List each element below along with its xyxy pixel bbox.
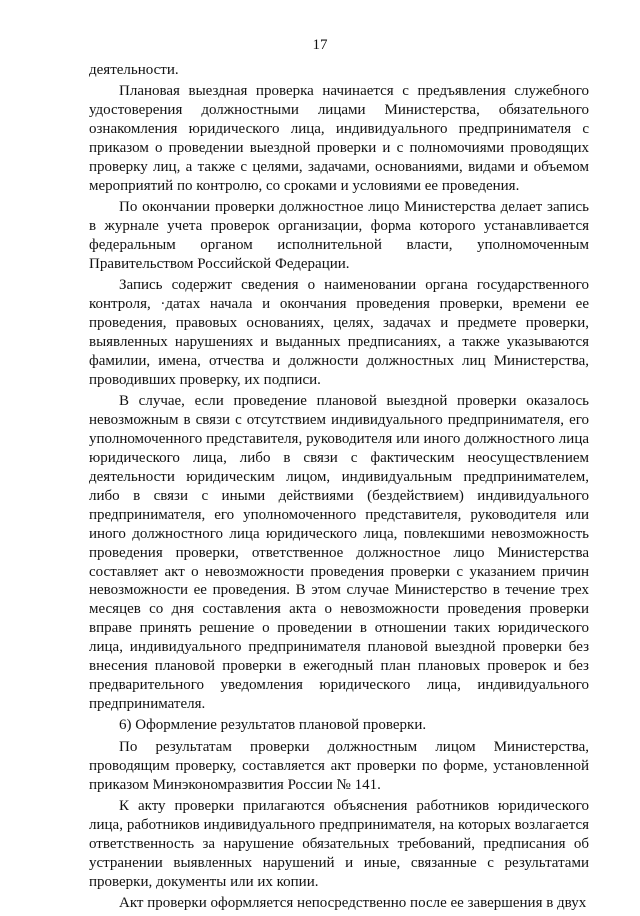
page-number: 17 [312,37,328,53]
paragraph-inspection-start: Плановая выездная проверка начинается с предъявления служебного удостоверения должностными лицами Министерства, обязательного ознакомления юридического лица, индивидуального предпринимателя с приказом о проведении выездной проверки и с полномочиями проводящих проверку лиц, а также с целями, задачами, основаниями, видами и объемом мероприятий по контролю, со сроками и условиями ее проведения. [89,83,589,194]
paragraph-act-attachments: К акту проверки прилагаются объяснения работников юридического лица, работников индивидуального предпринимателя, на которых возлагается ответственность за нарушение обязательных требований, предписания об устранении выявленных нарушений и иные, связанные с результатами проверки, документы или их копии. [89,798,589,891]
section-heading-results: 6) Оформление результатов плановой проверки. [119,717,427,734]
paragraph-inspection-act: По результатам проверки должностным лицом Министерства, проводящим проверку, составляется акт проверки по форме, установленной приказом Минэкономразвития России № 141. [89,739,589,794]
document-body [89,61,589,916]
paragraph-continuation: деятельности. [89,62,179,78]
paragraph-inspection-impossible: В случае, если проведение плановой выездной проверки оказалось невозможным в связи с отсутствием индивидуального предпринимателя, его уполномоченного представителя, руководителя или иного должностного лица юридического лица, либо в связи с фактическим неосуществлением деятельности юридическим лицом, индивидуальным предпринимателем, либо в связи с иными действиями (бездействием) индивидуального предпринимателя, его уполномоченного представителя, руководителя или иного должностного лица юридического лица, повлекшими невозможность проведения проверки, ответственное должностное лицо Министерства составляет акт о невозможности проведения проверки с указанием причин невозможности ее проведения. В этом случае Министерство в течение трех месяцев со дня составления акта о невозможности проведения проверки вправе принять решение о проведении в отношении таких юридического лица, индивидуального предпринимателя плановой выездной проверки без внесения плановой проверки в ежегодный план плановых проверок и без предварительного уведомления юридического лица, индивидуального предпринимателя. [89,393,589,712]
paragraph-journal-entry: По окончании проверки должностное лицо Министерства делает запись в журнале учета проверок организации, форма которого устанавливается федеральным органом исполнительной власти, уполномоченным Правительством Российской Федерации. [89,199,589,273]
paragraph-act-execution: Акт проверки оформляется непосредственно после ее завершения в двух [119,895,587,912]
paragraph-entry-contents: Запись содержит сведения о наименовании органа государственного контроля, ·датах начала и окончания проведения проверки, времени ее проведения, правовых основаниях, целях, задачах и предмете проверки, выявленных нарушениях и выданных предписаниях, а также указываются фамилии, имена, отчества и должности должностных лиц Министерства, проводивших проверку, их подписи. [89,277,589,388]
